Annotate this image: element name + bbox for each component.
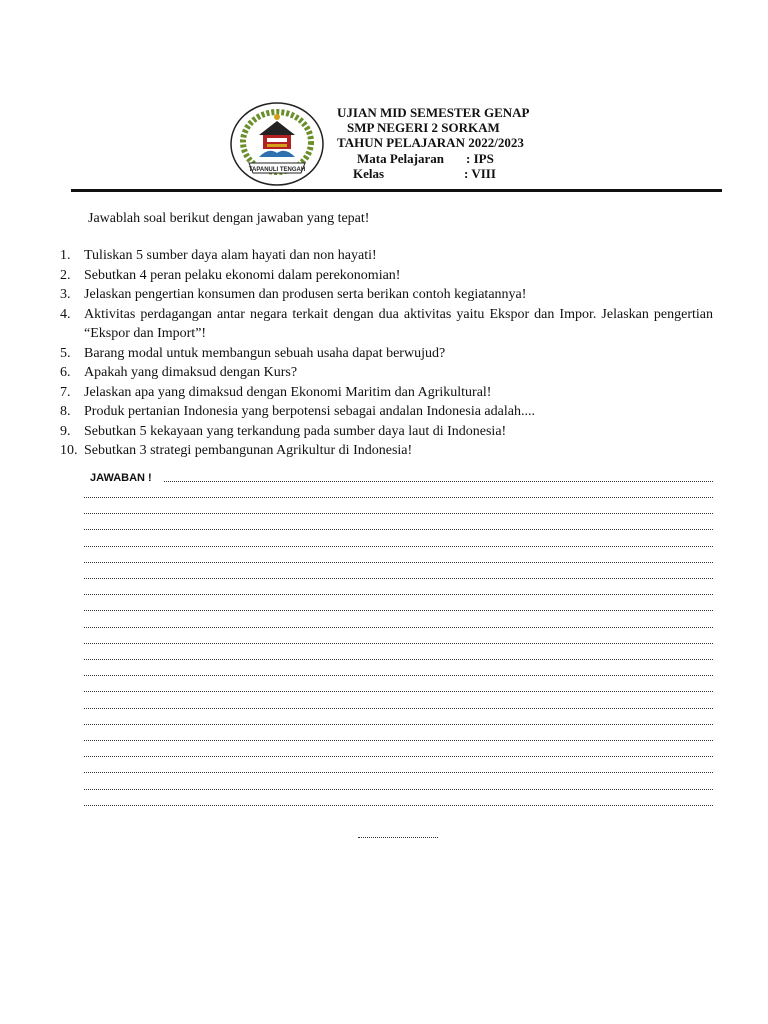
class-label: Kelas — [353, 166, 385, 181]
question-number: 9. — [60, 423, 71, 439]
question-number: 7. — [60, 384, 71, 400]
answer-line[interactable] — [84, 740, 713, 741]
question-text: Aktivitas perdagangan antar negara terkait dengan dua aktivitas yaitu Ekspor dan Impor. Jelaskan pengertian “Ekspor dan Import”! — [84, 306, 713, 341]
exam-title: UJIAN MID SEMESTER GENAP — [337, 105, 530, 120]
academic-year: TAHUN PELAJARAN 2022/2023 — [337, 135, 524, 150]
answer-line-tail — [358, 837, 438, 838]
answer-line[interactable] — [84, 627, 713, 628]
subject-value: : IPS — [466, 151, 494, 166]
question-item — [60, 246, 713, 266]
instruction-text: Jawablah soal berikut dengan jawaban yang tepat! — [88, 211, 370, 226]
answer-line[interactable] — [84, 789, 713, 790]
answer-line[interactable] — [84, 724, 713, 725]
answer-line[interactable] — [84, 691, 713, 692]
question-number: 10. — [60, 443, 78, 458]
question-text: Sebutkan 3 strategi pembangunan Agrikultur di Indonesia! — [84, 443, 413, 458]
question-number: 5. — [60, 345, 71, 361]
answer-line[interactable] — [84, 659, 713, 660]
question-text: Apakah yang dimaksud dengan Kurs? — [84, 365, 298, 380]
class-value: : VIII — [464, 166, 496, 181]
subject-label: Mata Pelajaran — [357, 151, 445, 166]
question-number: 2. — [60, 267, 71, 283]
answer-line[interactable] — [84, 546, 713, 547]
header-divider — [71, 189, 722, 192]
question-number: 3. — [60, 287, 71, 302]
answer-line[interactable] — [84, 805, 713, 806]
answer-line[interactable] — [84, 562, 713, 563]
question-text: Sebutkan 5 kekayaan yang terkandung pada sumber daya laut di Indonesia! — [84, 423, 507, 439]
question-list — [60, 246, 713, 461]
answer-line[interactable] — [84, 529, 713, 530]
question-item — [60, 305, 713, 344]
question-item — [60, 422, 713, 442]
question-text: Sebutkan 4 peran pelaku ekonomi dalam perekonomian! — [84, 267, 401, 283]
question-text: Barang modal untuk membangun sebuah usaha dapat berwujud? — [84, 345, 446, 361]
question-item — [60, 402, 713, 422]
answer-line[interactable] — [84, 643, 713, 644]
answer-line[interactable] — [84, 675, 713, 676]
question-text: Jelaskan pengertian konsumen dan produsen serta berikan contoh kegiatannya! — [84, 287, 527, 302]
question-item — [60, 266, 713, 286]
answer-line[interactable] — [164, 481, 713, 482]
school-name: SMP NEGERI 2 SORKAM — [347, 120, 500, 135]
answer-line[interactable] — [84, 594, 713, 595]
question-number: 8. — [60, 404, 71, 419]
answer-line[interactable] — [84, 578, 713, 579]
question-number: 1. — [60, 248, 71, 263]
question-item — [60, 441, 713, 461]
answer-line[interactable] — [84, 513, 713, 514]
question-text: Tuliskan 5 sumber daya alam hayati dan non hayati! — [84, 248, 377, 263]
answer-line[interactable] — [84, 772, 713, 773]
answer-line[interactable] — [84, 756, 713, 757]
subject-row — [357, 151, 494, 166]
question-number: 6. — [60, 365, 71, 380]
regency-emblem-logo — [229, 101, 325, 187]
question-item — [60, 383, 713, 403]
answer-label: JAWABAN ! — [90, 472, 152, 484]
question-number: 4. — [60, 306, 71, 322]
answer-line[interactable] — [84, 610, 713, 611]
question-text: Jelaskan apa yang dimaksud dengan Ekonomi Maritim dan Agrikultural! — [84, 384, 492, 400]
answer-line[interactable] — [84, 497, 713, 498]
question-item — [60, 344, 713, 364]
answer-line[interactable] — [84, 708, 713, 709]
class-row — [353, 166, 496, 181]
logo-banner-text: TAPANULI TENGAH — [248, 167, 306, 173]
question-item — [60, 363, 713, 383]
question-item — [60, 285, 713, 305]
question-text: Produk pertanian Indonesia yang berpotensi sebagai andalan Indonesia adalah.... — [84, 404, 535, 419]
